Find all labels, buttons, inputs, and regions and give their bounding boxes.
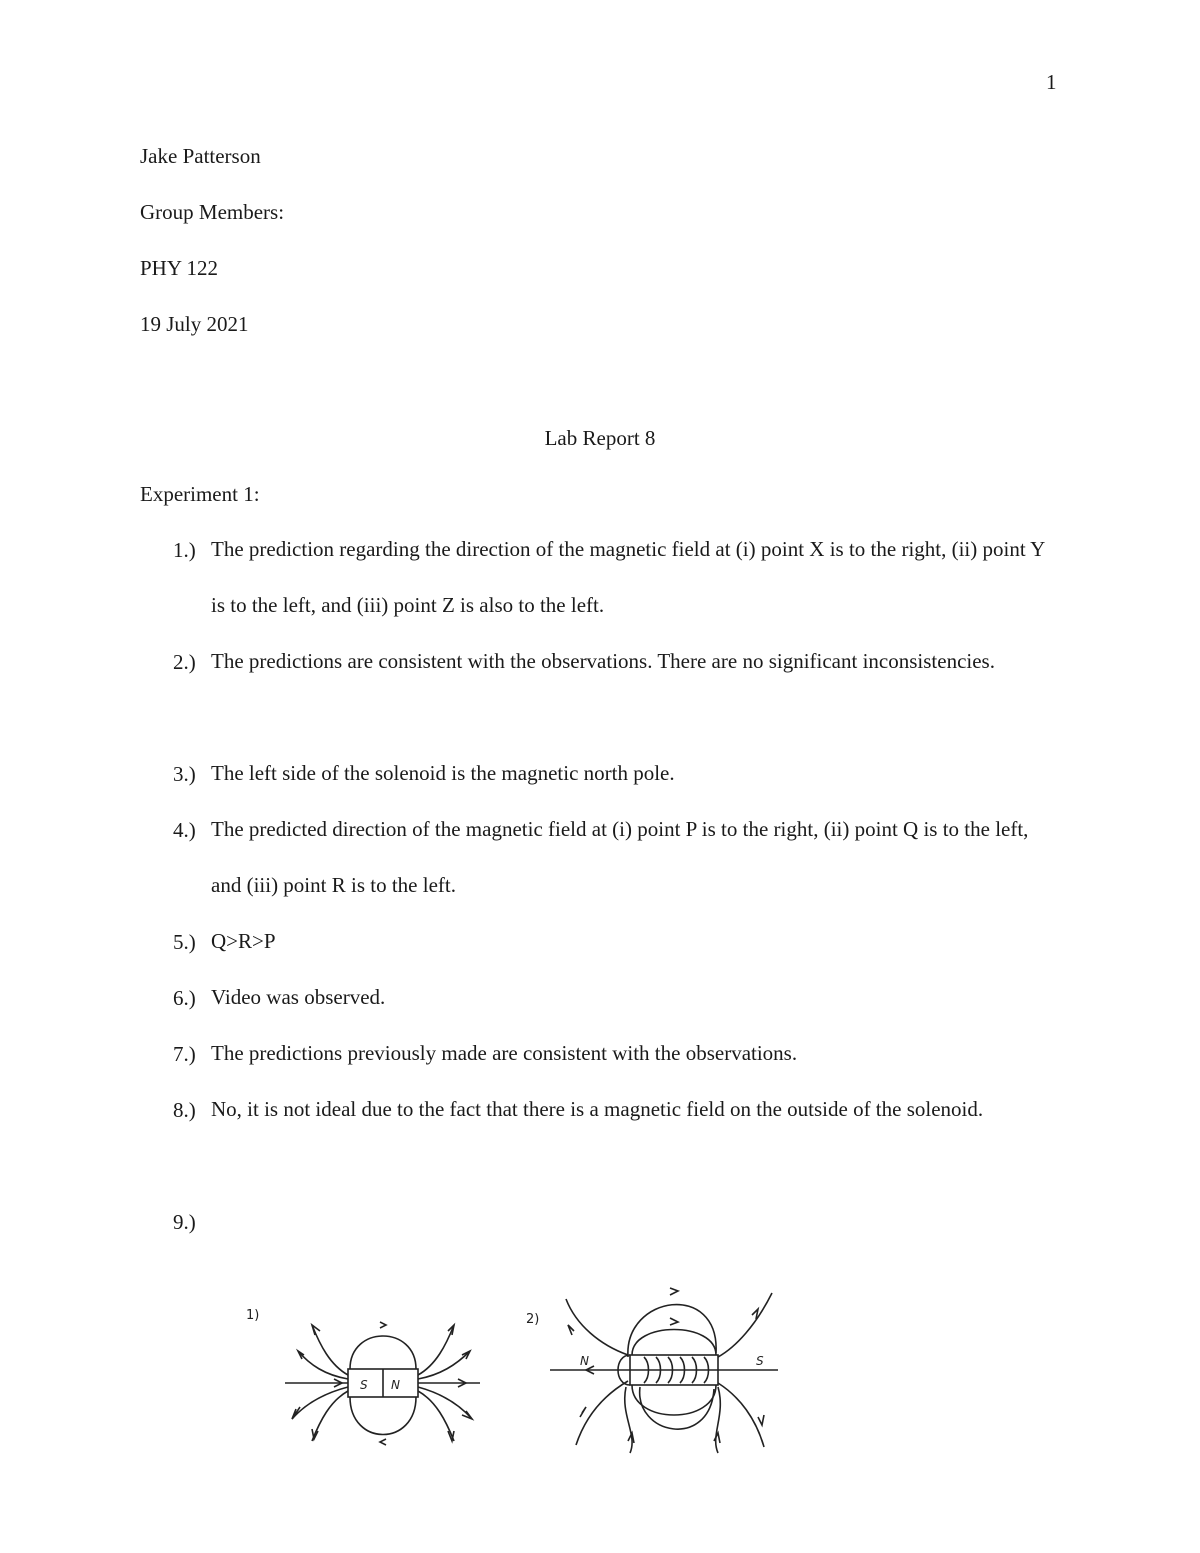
list-item-number: 8.) — [173, 1098, 196, 1122]
magnet-north-label: N — [391, 1378, 400, 1392]
list-item-text: Video was observed. — [211, 985, 386, 1009]
group-members-label: Group Members: — [140, 200, 285, 224]
list-item-number: 5.) — [173, 930, 196, 954]
list-item-text: Q>R>P — [211, 929, 276, 953]
list-item-text: The predictions are consistent with the observations. There are no significant inconsistencies. — [211, 649, 995, 673]
page-number: 1 — [1046, 70, 1057, 94]
course-code: PHY 122 — [140, 256, 218, 280]
section-heading: Experiment 1: — [140, 482, 260, 506]
list-item-text: The left side of the solenoid is the magnetic north pole. — [211, 761, 675, 785]
list-item-text: The prediction regarding the direction of the magnetic field at (i) point X is to the right, (ii) point Y is to the left, and (iii) point Z is also to the left. — [211, 537, 1045, 617]
list-item-number: 2.) — [173, 650, 196, 674]
author-name: Jake Patterson — [140, 144, 261, 168]
list-item-number: 3.) — [173, 762, 196, 786]
list-item-text: No, it is not ideal due to the fact that there is a magnetic field on the outside of the solenoid. — [211, 1097, 984, 1121]
report-date: 19 July 2021 — [140, 312, 249, 336]
list-item-number: 6.) — [173, 986, 196, 1010]
solenoid-sketch — [520, 1285, 790, 1460]
solenoid-north-label: N — [580, 1354, 589, 1368]
solenoid-south-label: S — [756, 1354, 764, 1368]
list-item-number: 7.) — [173, 1042, 196, 1066]
list-item-text: The predicted direction of the magnetic field at (i) point P is to the right, (ii) point Q is to the left, and (iii) point R is to the left. — [211, 817, 1029, 897]
magnet-south-label: S — [360, 1378, 368, 1392]
list-item-text: The predictions previously made are consistent with the observations. — [211, 1041, 798, 1065]
report-title: Lab Report 8 — [544, 426, 656, 450]
sketch-2-label: 2) — [526, 1312, 540, 1327]
list-item-number: 4.) — [173, 818, 196, 842]
list-item-number: 9.) — [173, 1210, 196, 1234]
bar-magnet-sketch — [240, 1295, 500, 1460]
sketch-1-label: 1) — [246, 1308, 260, 1323]
list-item-number: 1.) — [173, 538, 196, 562]
